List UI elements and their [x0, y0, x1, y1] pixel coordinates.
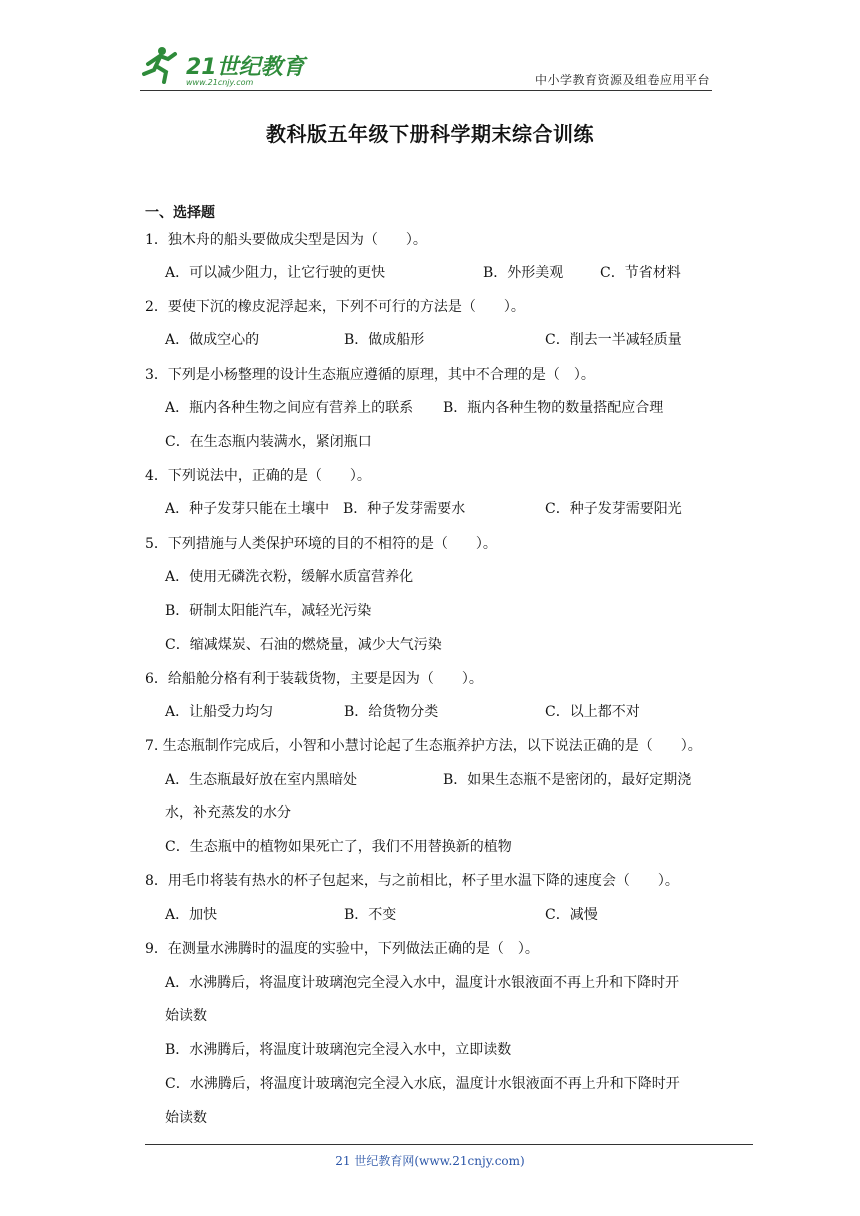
option: B．给货物分类: [344, 704, 439, 720]
option-continuation: 始读数: [165, 1110, 207, 1126]
section-heading: 一、选择题: [145, 205, 215, 221]
logo-url: www.21cnjy.com: [186, 78, 254, 87]
option: C．削去一半减轻质量: [545, 332, 682, 348]
option: A．水沸腾后，将温度计玻璃泡完全浸入水中，温度计水银液面不再上升和下降时开: [165, 975, 680, 991]
logo: [140, 42, 310, 88]
question-stem: 1．独木舟的船头要做成尖型是因为（ ）。: [145, 232, 427, 248]
option: C．减慢: [545, 907, 598, 923]
option: A．让船受力均匀: [165, 704, 274, 720]
option: C．以上都不对: [545, 704, 640, 720]
option: C．种子发芽需要阳光: [545, 501, 682, 517]
option: B．外形美观: [483, 265, 564, 281]
question-stem: 6．给船舱分格有利于装载货物，主要是因为（ ）。: [145, 671, 483, 687]
option-continuation: 始读数: [165, 1008, 207, 1024]
logo-text: 21世纪教育: [186, 55, 305, 80]
option: B．水沸腾后，将温度计玻璃泡完全浸入水中，立即读数: [165, 1042, 512, 1058]
runner-icon: [144, 47, 175, 82]
option: C．水沸腾后，将温度计玻璃泡完全浸入水底，温度计水银液面不再上升和下降时开: [165, 1076, 680, 1092]
question-stem: 4．下列说法中，正确的是（ ）。: [145, 468, 371, 484]
option: B．研制太阳能汽车，减轻光污染: [165, 603, 372, 619]
question-stem: 5．下列措施与人类保护环境的目的不相符的是（ ）。: [145, 536, 497, 552]
page-header: [140, 42, 712, 91]
option: B．种子发芽需要水: [343, 501, 466, 517]
option-continuation: 水，补充蒸发的水分: [165, 805, 291, 821]
option: A．使用无磷洗衣粉，缓解水质富营养化: [165, 569, 414, 585]
option: A．加快: [165, 907, 218, 923]
option: A．生态瓶最好放在室内黑暗处: [165, 772, 358, 788]
option: A．种子发芽只能在土壤中: [165, 501, 330, 517]
option: A．可以减少阻力，让它行驶的更快: [165, 265, 386, 281]
option: B．做成船形: [344, 332, 425, 348]
platform-name: 中小学教育资源及组卷应用平台: [534, 73, 710, 87]
option: B．不变: [344, 907, 397, 923]
question-stem: 7. 生态瓶制作完成后，小智和小慧讨论起了生态瓶养护方法，以下说法正确的是（ ）。: [145, 738, 702, 754]
option: C．节省材料: [600, 265, 681, 281]
question-stem: 9．在测量水沸腾时的温度的实验中，下列做法正确的是（ ）。: [145, 941, 539, 957]
option: A．瓶内各种生物之间应有营养上的联系: [165, 400, 414, 416]
document-title: 教科版五年级下册科学期末综合训练: [266, 122, 594, 146]
option: B．瓶内各种生物的数量搭配应合理: [443, 400, 664, 416]
option: C．缩减煤炭、石油的燃烧量，减少大气污染: [165, 637, 442, 653]
option: A．做成空心的: [165, 332, 260, 348]
question-stem: 2．要使下沉的橡皮泥浮起来，下列不可行的方法是（ ）。: [145, 299, 525, 315]
footer-link[interactable]: 21 世纪教育网(www.21cnjy.com): [335, 1154, 525, 1168]
question-stem: 8．用毛巾将装有热水的杯子包起来，与之前相比，杯子里水温下降的速度会（ ）。: [145, 873, 679, 889]
option: C．生态瓶中的植物如果死亡了，我们不用替换新的植物: [165, 839, 512, 855]
footer-divider: [145, 1144, 753, 1145]
question-stem: 3．下列是小杨整理的设计生态瓶应遵循的原理，其中不合理的是（ ）。: [145, 367, 595, 383]
option: B．如果生态瓶不是密闭的，最好定期浇: [443, 772, 692, 788]
option: C．在生态瓶内装满水，紧闭瓶口: [165, 434, 372, 450]
